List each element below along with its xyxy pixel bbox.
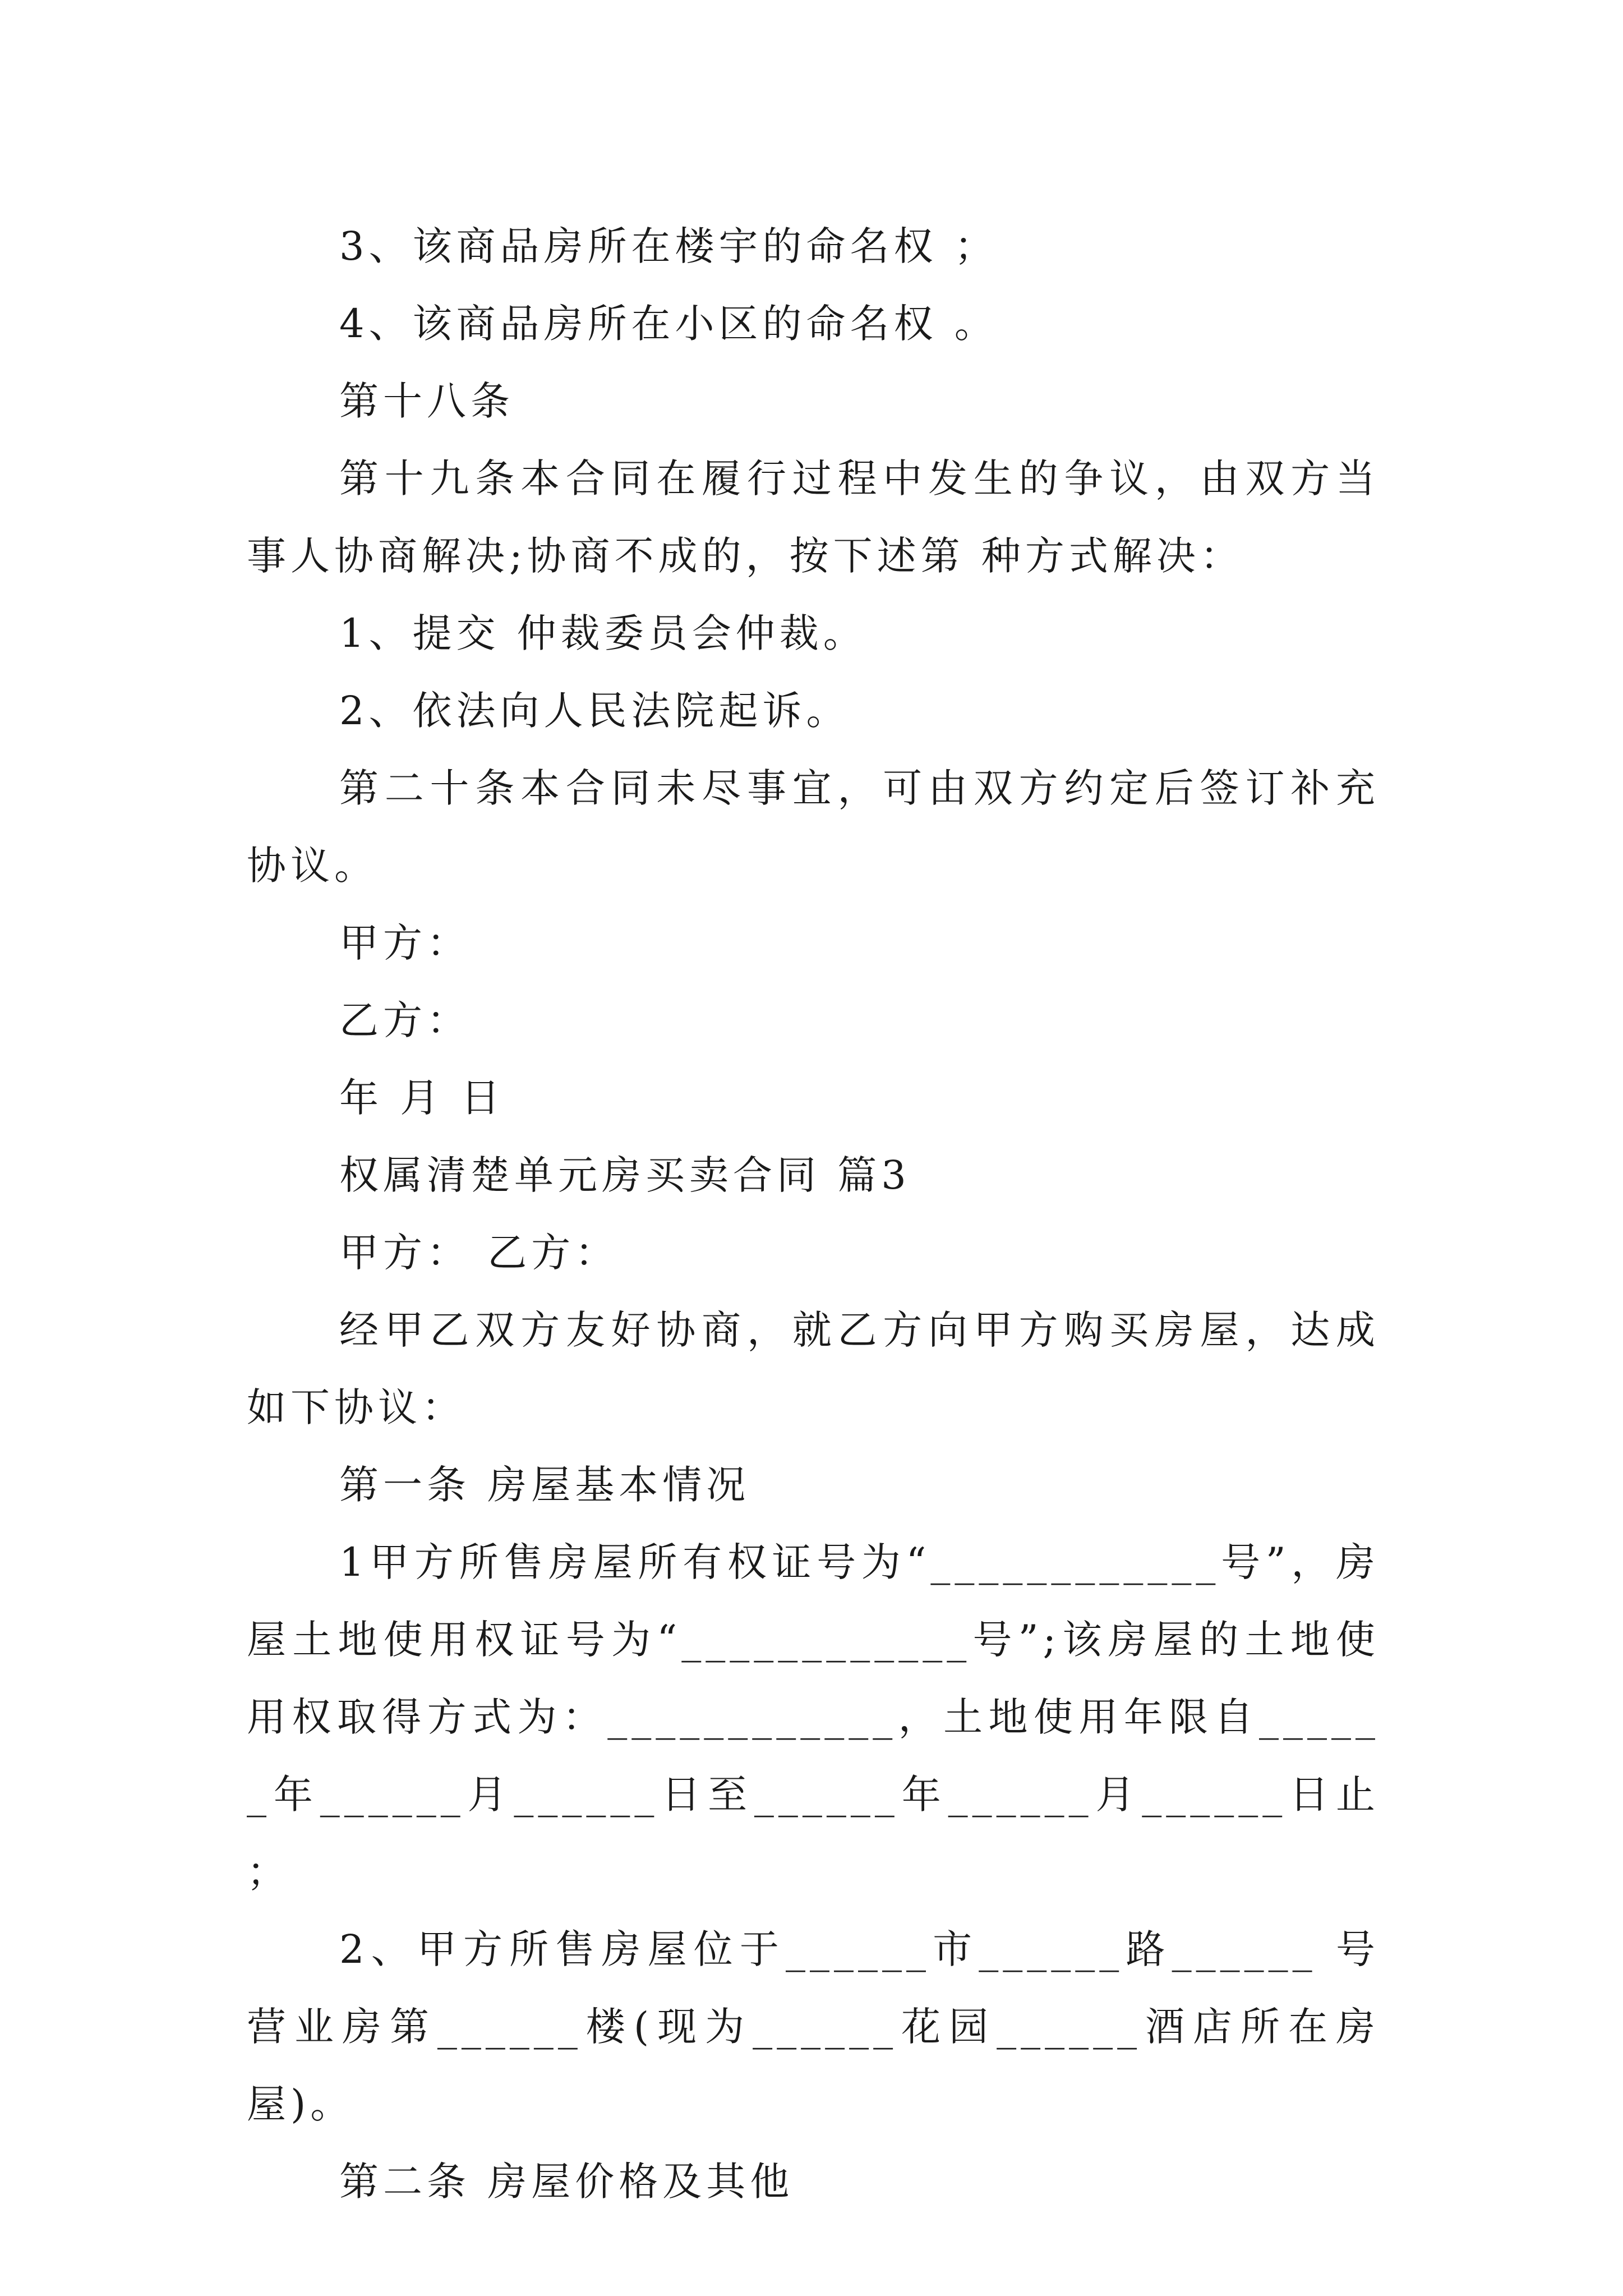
contract-text [247,208,1380,2220]
article-19-dispute-resolution: 第十九条本合同在履行过程中发生的争议，由双方当事人协商解决;协商不成的，按下述第 种方式解决： [247,455,1380,579]
article-20-supplement: 第二十条本合同未尽事宜，可由双方约定后签订补充协议。 [247,765,1380,889]
section-title: 权属清楚单元房买卖合同 篇3 [339,1152,911,1198]
date-line: 年 月 日 [339,1075,505,1121]
paragraph-community-naming-right: 4、该商品房所在小区的命名权 。 [339,301,998,347]
parties-line: 甲方： 乙方： [339,1230,619,1276]
party-a-signature-line: 甲方： [339,920,471,966]
party-b-signature-line: 乙方： [339,997,471,1043]
article-1-heading: 第一条 房屋基本情况 [339,1462,750,1508]
paragraph-building-naming-right: 3、该商品房所在楼宇的命名权 ； [339,223,998,269]
article-1-clause-1: 1甲方所售房屋所有权证号为“____________号”，房屋土地使用权证号为“____________号”;该房屋的土地使用权取得方式为：____________，土地使用年限自______年______月______日至______年______月______日止 ； [247,1539,1380,1895]
article-18-heading: 第十八条 [339,378,514,424]
article-2-heading: 第二条 房屋价格及其他 [339,2159,794,2205]
option-litigation: 2、依法向人民法院起诉。 [339,688,850,734]
option-arbitration: 1、提交 仲裁委员会仲裁。 [339,610,867,656]
agreement-intro: 经甲乙双方友好协商，就乙方向甲方购买房屋，达成如下协议： [247,1307,1380,1430]
article-1-clause-2: 2、甲方所售房屋位于______市______路______ 号营业房第______楼(现为______花园______酒店所在房屋)。 [247,1926,1380,2127]
